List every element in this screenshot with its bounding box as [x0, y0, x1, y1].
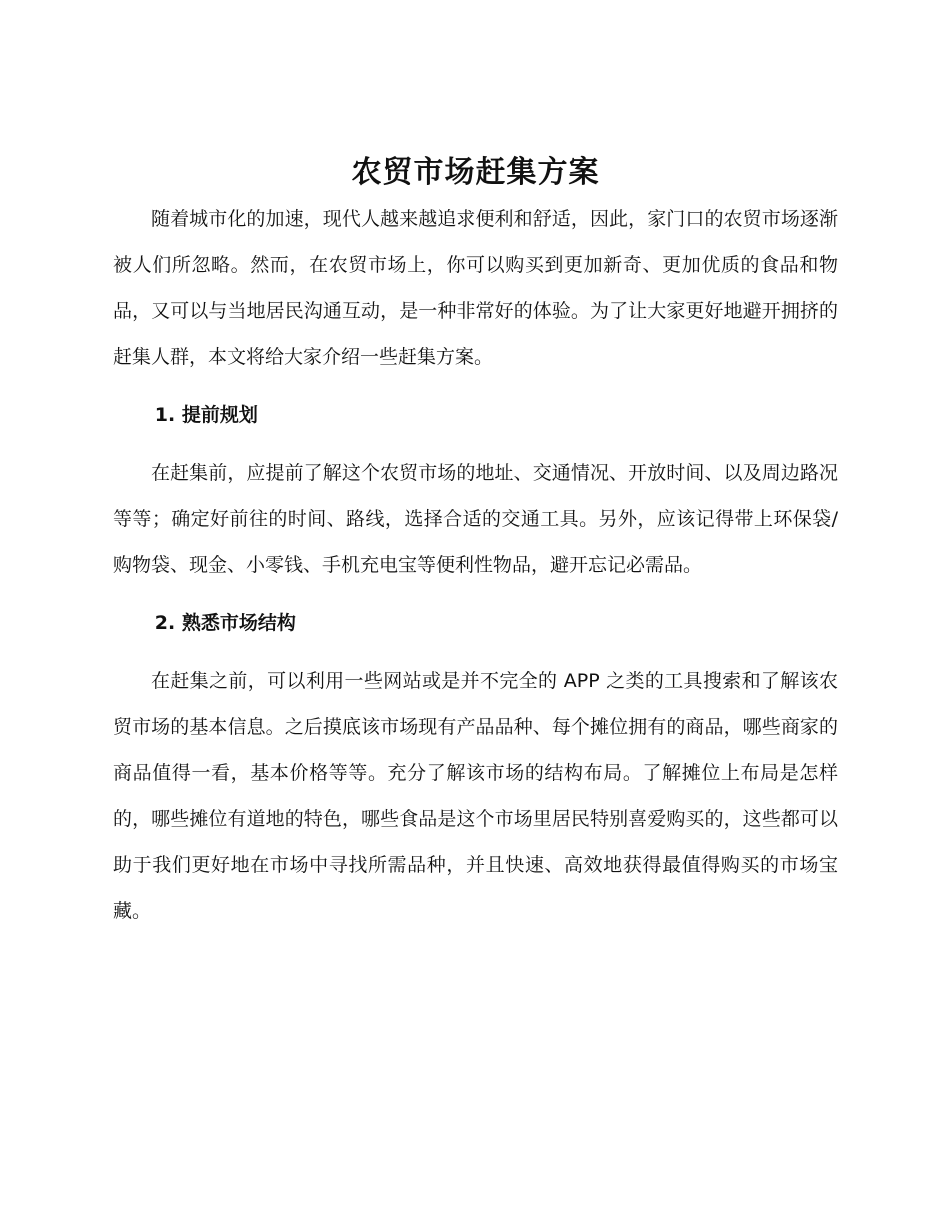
section-body-market-structure: 在赶集之前，可以利用一些网站或是并不完全的 APP 之类的工具搜索和了解该农贸市场的基本信息。之后摸底该市场现有产品品种、每个摊位拥有的商品，哪些商家的商品值得一看，基本价格等等。充分了解该市场的结构布局。了解摊位上布局是怎样的，哪些摊位有道地的特色，哪些食品是这个市场里居民特别喜爱购买的，这些都可以助于我们更好地在市场中寻找所需品种，并且快速、高效地获得最值得购买的市场宝藏。 [113, 670, 838, 922]
section-heading-planning: 1. 提前规划 [154, 404, 258, 426]
section-heading-market-structure: 2. 熟悉市场结构 [154, 612, 296, 634]
intro-paragraph: 随着城市化的加速，现代人越来越追求便利和舒适，因此，家门口的农贸市场逐渐被人们所忽略。然而，在农贸市场上，你可以购买到更加新奇、更加优质的食品和物品，又可以与当地居民沟通互动，是一种非常好的体验。为了让大家更好地避开拥挤的赶集人群，本文将给大家介绍一些赶集方案。 [113, 208, 838, 368]
document-title: 农贸市场赶集方案 [351, 155, 600, 190]
document-content [113, 150, 838, 934]
section-body-planning: 在赶集前，应提前了解这个农贸市场的地址、交通情况、开放时间、以及周边路况等等；确定好前往的时间、路线，选择合适的交通工具。另外，应该记得带上环保袋/购物袋、现金、小零钱、手机充电宝等便利性物品，避开忘记必需品。 [113, 462, 838, 576]
